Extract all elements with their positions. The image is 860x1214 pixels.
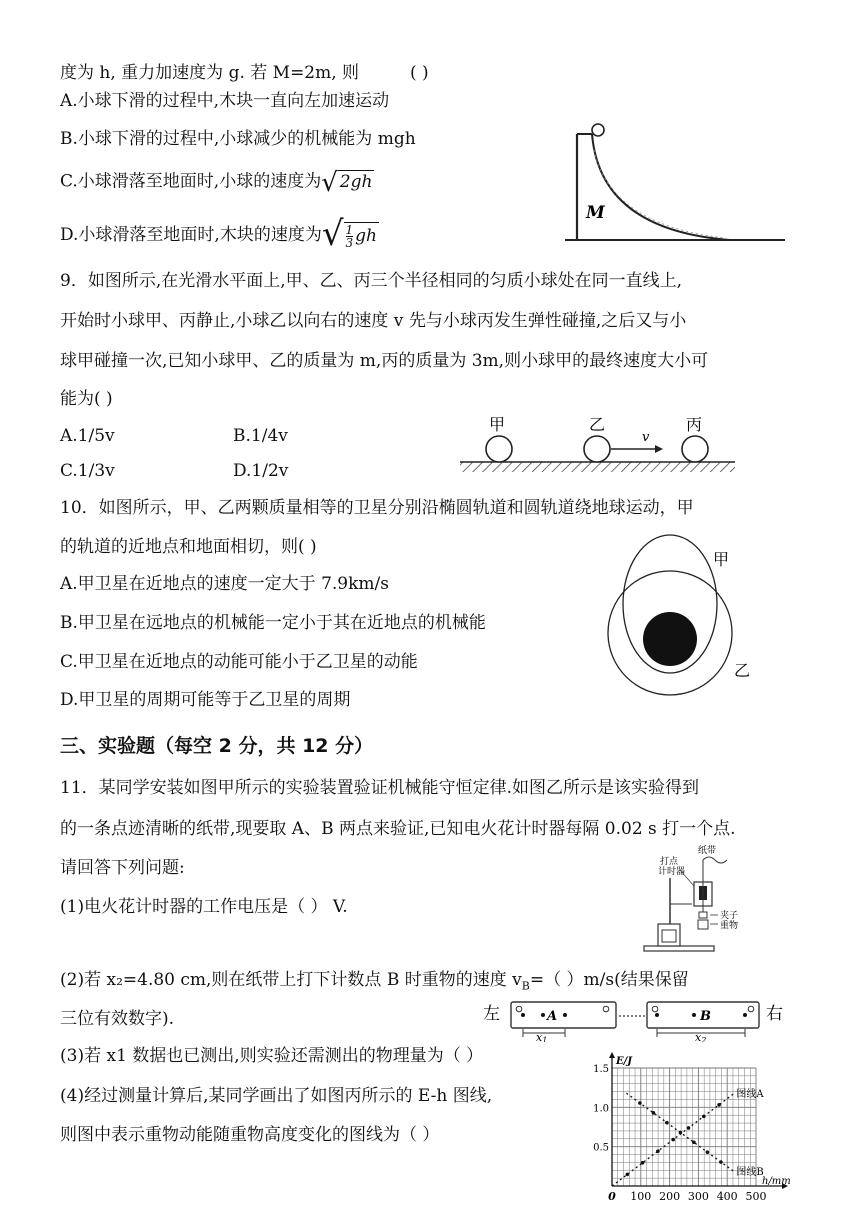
x-axis-label: h/mm [762, 1176, 791, 1187]
q11-figure-paper-tape [483, 996, 793, 1042]
q9-line-4: 能为( ) [60, 389, 113, 409]
label-weight: 重物 [720, 921, 739, 931]
y-tick-label: 1.5 [593, 1064, 609, 1075]
q8-option-d-text: D.小球滑落至地面时,木块的速度为 [60, 225, 322, 245]
q9-option-c: C.1/3v [60, 461, 115, 481]
x-tick-label: 200 [659, 1190, 681, 1203]
q11-figure-apparatus [636, 842, 746, 954]
q8-figure-block-slide [560, 120, 790, 250]
q11-part-2-cont: 三位有效数字). [60, 1009, 175, 1029]
q8-option-a: A.小球下滑的过程中,木块一直向左加速运动 [60, 91, 390, 111]
label-timer-2: 计时器 [658, 867, 686, 877]
x-tick-label: 400 [716, 1190, 738, 1203]
q9-option-b: B.1/4v [233, 426, 288, 446]
data-point [706, 1150, 710, 1154]
series-label-a: 图线A [736, 1089, 764, 1101]
q8-option-c [60, 168, 374, 198]
x-tick-label: 500 [745, 1190, 767, 1203]
data-point [679, 1131, 683, 1135]
data-point [638, 1101, 642, 1105]
orbit-yi-label: 乙 [734, 661, 751, 680]
data-point [665, 1121, 669, 1125]
q10-option-c: C.甲卫星在近地点的动能可能小于乙卫星的动能 [60, 652, 418, 672]
block-label-m: M [586, 203, 605, 223]
q11-line-3: 请回答下列问题: [60, 858, 185, 878]
section-title-experiment: 三、实验题（每空 2 分，共 12 分） [60, 735, 374, 757]
ball-bing-label: 丙 [686, 415, 703, 434]
q9-figure-three-balls [455, 410, 740, 478]
fraction: $\frac{1}{3}$ [345, 223, 354, 250]
x-tick-label: 100 [630, 1190, 652, 1203]
y-axis-label: E/J [616, 1056, 633, 1067]
q10-figure-orbits [600, 528, 770, 708]
q11-line-1: 11．某同学安装如图甲所示的实验装置验证机械能守恒定律.如图乙所示是该实验得到 [60, 778, 700, 798]
y-axis-arrow-icon [609, 1052, 615, 1058]
velocity-label: v [642, 430, 650, 445]
q9-option-d: D.1/2v [233, 461, 289, 481]
q11-part-3: (3)若 x1 数据也已测出,则实验还需测出的物理量为（ ） [60, 1046, 484, 1066]
data-point [687, 1126, 691, 1130]
q10-line-2: 的轨道的近地点和地面相切，则( ) [60, 537, 317, 557]
x-tick-label: 0 [608, 1190, 616, 1203]
q8-answer-paren: ( ) [410, 63, 429, 83]
tape-left-label: 左 [483, 1004, 500, 1024]
q9-line-2: 开始时小球甲、丙静止,小球乙以向右的速度 v 先与小球丙发生弹性碰撞,之后又与小 [60, 311, 687, 331]
q8-option-d [60, 214, 379, 254]
q11-part-2-tail: =（ ）m/s(结果保留 [529, 970, 689, 990]
ball-yi-label: 乙 [589, 415, 606, 434]
q11-part-4-line-1: (4)经过测量计算后,某同学画出了如图丙所示的 E-h 图线, [60, 1086, 493, 1106]
data-point [719, 1160, 723, 1164]
q9-option-a: A.1/5v [60, 426, 115, 446]
x2-label: x2 [695, 1031, 707, 1042]
radicand: 2gh [339, 172, 373, 192]
x-tick-label: 300 [687, 1190, 709, 1203]
ball-jia-label: 甲 [489, 415, 506, 434]
data-point [692, 1141, 696, 1145]
earth [643, 612, 697, 666]
q11-part-4-line-2: 则图中表示重物动能随重物高度变化的图线为（ ） [60, 1125, 440, 1145]
q9-line-3: 球甲碰撞一次,已知小球甲、乙的质量为 m,丙的质量为 3m,则小球甲的最终速度大小可 [60, 351, 709, 371]
q11-part-2-text: (2)若 x₂=4.80 cm,则在纸带上打下计数点 B 时重物的速度 v [60, 970, 522, 990]
data-point [702, 1115, 706, 1119]
y-tick-label: 0.5 [593, 1142, 609, 1154]
velocity-arrow-icon [655, 445, 663, 453]
label-clip: 夹子 [720, 911, 739, 921]
q8-stem: 度为 h, 重力加速度为 g. 若 M=2m, 则 [60, 63, 360, 83]
series-label-b: 图线B [736, 1166, 764, 1178]
label-tape: 纸带 [698, 846, 717, 856]
label-timer-1: 打点 [660, 857, 679, 867]
data-point [652, 1111, 656, 1115]
point-b-label: B [700, 1009, 711, 1024]
y-tick-label: 1.0 [593, 1103, 609, 1115]
ball-bing [682, 436, 708, 462]
data-point [717, 1103, 721, 1107]
q8-option-b: B.小球下滑的过程中,小球减少的机械能为 mgh [60, 129, 416, 149]
ball-yi [584, 436, 610, 462]
subscript-b: B [521, 979, 530, 993]
data-point [626, 1173, 630, 1177]
data-point [656, 1149, 660, 1153]
q11-part-1: (1)电火花计时器的工作电压是（ ） V. [60, 897, 348, 917]
sqrt-third-gh: √ $\frac{1}{3}$ gh [321, 214, 377, 254]
q10-line-1: 10．如图所示，甲、乙两颗质量相等的卫星分别沿椭圆轨道和圆轨道绕地球运动，甲 [60, 498, 694, 518]
q10-option-d: D.甲卫星的周期可能等于乙卫星的周期 [60, 690, 351, 710]
q11-figure-e-h-chart [584, 1050, 804, 1212]
q11-part-2 [60, 969, 689, 997]
q10-option-b: B.甲卫星在远地点的机械能一定小于其在近地点的机械能 [60, 613, 486, 633]
q8-option-c-text: C.小球滑落至地面时,小球的速度为 [60, 171, 322, 192]
q11-line-2: 的一条点迹清晰的纸带,现要取 A、B 两点来验证,已知电火花计时器每隔 0.02 s 打一个点. [60, 819, 736, 839]
q10-option-a: A.甲卫星在近地点的速度一定大于 7.9km/s [60, 574, 389, 594]
q9-line-1: 9．如图所示,在光滑水平面上,甲、乙、丙三个半径相同的匀质小球处在同一直线上, [60, 271, 683, 291]
tape-right-label: 右 [766, 1004, 783, 1024]
ball-jia [486, 436, 512, 462]
sqrt-2gh: √ 2gh [321, 168, 373, 198]
x1-label: x1 [536, 1031, 548, 1042]
point-a-label: A [547, 1009, 558, 1024]
data-point [671, 1138, 675, 1142]
data-point [641, 1161, 645, 1165]
orbit-jia-label: 甲 [713, 550, 730, 569]
